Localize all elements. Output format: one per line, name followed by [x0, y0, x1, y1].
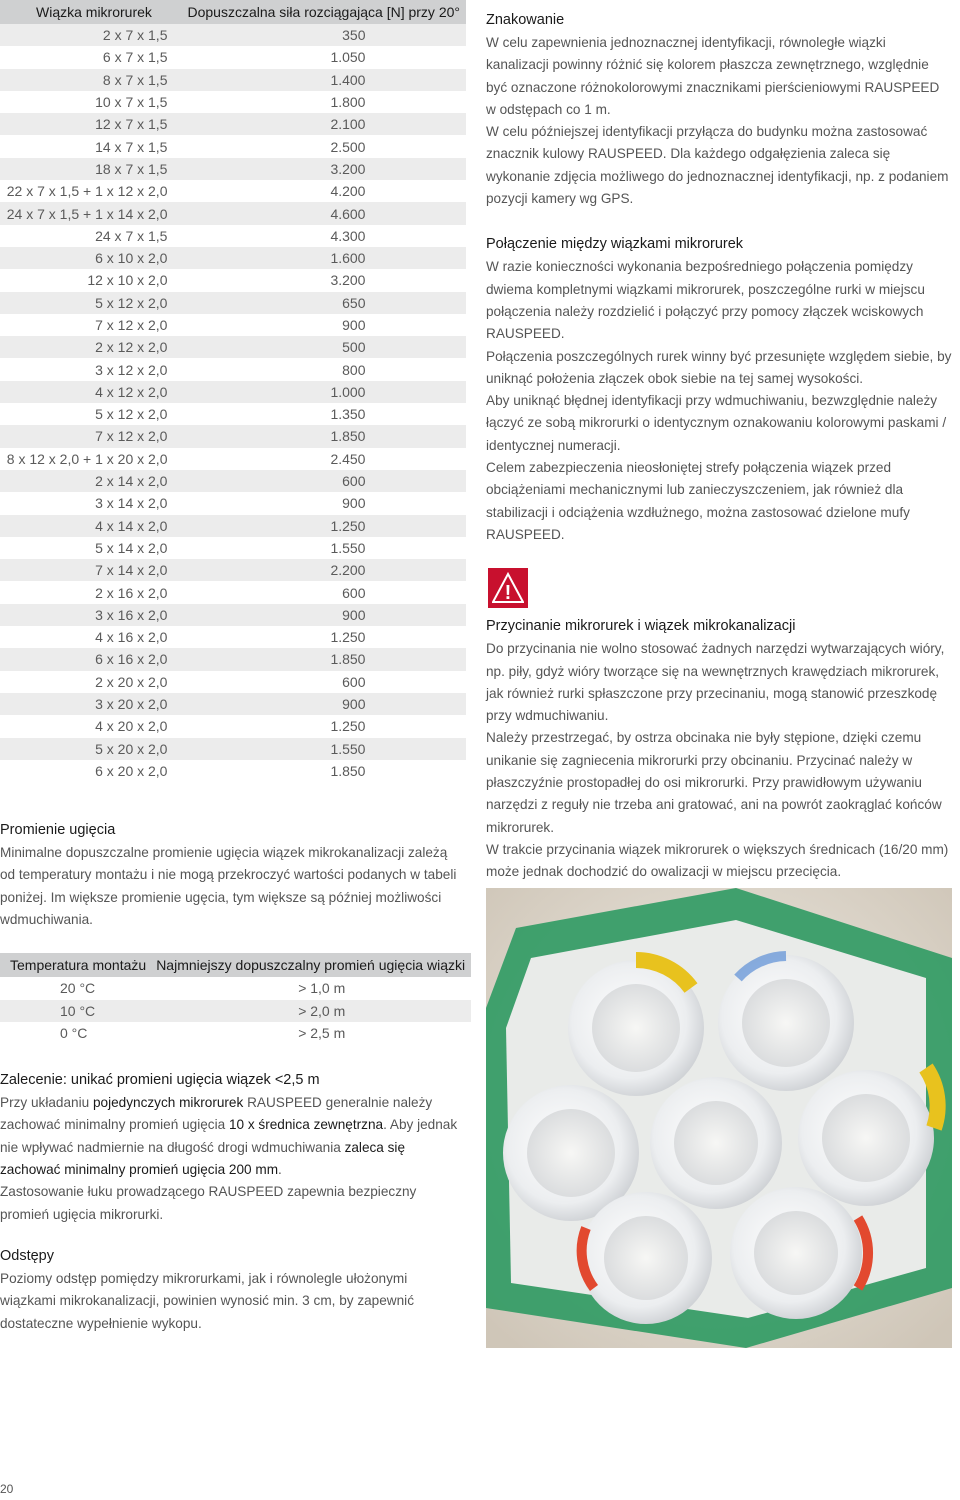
temperature-cell: 0 °C: [60, 1025, 88, 1042]
connection-text-3: Aby uniknąć błędnej identyfikacji przy wdmuchiwaniu, bezwzględnie należy łączyć ze sobą mikrorurki o identycznym oznakowaniu kolorowymi paskami / identycznej numeracji.: [486, 393, 947, 453]
table-header-row: [0, 0, 466, 24]
table-row: [0, 515, 466, 537]
recommendation-section: [0, 1072, 466, 1226]
tensile-force-cell: 900: [167, 693, 365, 715]
spacer-cell: [365, 135, 466, 157]
spacer-cell: [365, 269, 466, 291]
tensile-force-cell: 1.000: [167, 381, 365, 403]
bundle-spec-cell: 7 x 12 x 2,0: [95, 317, 168, 333]
bundle-spec-cell: 7 x 12 x 2,0: [0, 425, 167, 447]
table-row: [0, 425, 466, 447]
spacer-cell: [365, 158, 466, 180]
bundle-spec-cell: 5 x 12 x 2,0: [95, 406, 168, 423]
bundle-spec-cell: 3 x 14 x 2,0: [95, 495, 168, 512]
text-run: Przy układaniu: [0, 1095, 93, 1111]
tensile-force-cell: 600: [342, 584, 366, 601]
tensile-force-table: [0, 0, 466, 782]
table-row: [0, 403, 466, 425]
tensile-force-cell: 1.850: [330, 762, 366, 779]
spacer-cell: [365, 760, 466, 782]
marking-text-2: W celu późniejszej identyfikacji przyłącza do budynku można zastosować znacznik kulowy RAUSPEED. Dla każdego odgałęzienia zaleca się wykonanie zdjęcia możliwego do jednoznacznej identyfikacji, np. z podaniem pozycji kamery wg GPS.: [486, 124, 949, 207]
cutting-title: Przycinanie mikrorurek i wiązek mikrokanalizacji: [486, 618, 796, 635]
text-run-bold: pojedynczych mikrorurek: [92, 1095, 244, 1111]
bundle-spec-cell: 4 x 14 x 2,0: [0, 515, 167, 537]
temperature-cell: 20 °C: [60, 980, 96, 997]
spacer-cell: [365, 336, 466, 358]
bundle-spec-cell: 4 x 16 x 2,0: [95, 629, 168, 646]
tensile-force-cell: 1.250: [167, 515, 365, 537]
spacer-cell: [365, 470, 466, 492]
table-row: [0, 671, 466, 693]
tensile-force-cell: 1.250: [330, 629, 366, 646]
bundle-spec-cell: 4 x 12 x 2,0: [0, 381, 167, 403]
header-temperature: Temperatura montażu: [0, 953, 152, 977]
table-row: [0, 158, 466, 180]
bending-title: Promienie ugięcia: [0, 822, 116, 839]
tensile-force-cell: 1.850: [167, 648, 365, 670]
bundle-spec-cell: 2 x 14 x 2,0: [0, 470, 167, 492]
tensile-force-cell: 1.850: [167, 425, 365, 447]
spacer-cell: [365, 314, 466, 336]
connection-text-2: Połączenia poszczególnych rurek winny być przesunięte względem siebie, by uniknąć położenia złączek obok siebie na tej samej wysokości.: [486, 348, 952, 386]
bundle-spec-cell: 8 x 7 x 1,5: [0, 69, 167, 91]
cutting-text-3: W trakcie przycinania wiązek mikrorurek o większych średnicach (16/20 mm) może jednak dochodzić do owalizacji w miejscu przecięcia.: [486, 841, 949, 880]
bundle-spec-cell: 24 x 7 x 1,5 + 1 x 14 x 2,0: [0, 202, 167, 224]
recommendation-text: [0, 1092, 466, 1181]
table-row: [0, 559, 466, 581]
spacer-cell: [365, 46, 466, 68]
spacer-cell: [365, 671, 466, 693]
table-row: [0, 448, 466, 470]
spacer-cell: [365, 425, 466, 447]
text-run: .: [278, 1162, 282, 1178]
bundle-spec-cell: 18 x 7 x 1,5: [0, 158, 167, 180]
table-row: [0, 648, 466, 670]
table-row: [0, 626, 466, 648]
left-column: [0, 0, 466, 1335]
bundle-spec-cell: 12 x 7 x 1,5: [0, 113, 167, 135]
tensile-force-cell: 900: [167, 604, 365, 626]
tensile-force-cell: 4.600: [167, 202, 365, 224]
connection-section: [486, 236, 952, 546]
bundle-spec-cell: 2 x 16 x 2,0: [95, 584, 168, 601]
marking-title: Znakowanie: [486, 12, 565, 28]
spacer-cell: [365, 381, 466, 403]
table-row: [0, 225, 466, 247]
tensile-force-cell: 650: [167, 292, 365, 314]
header-radius: Najmniejszy dopuszczalny promień ugięcia wiązki: [152, 953, 471, 977]
bundle-spec-cell: 22 x 7 x 1,5 + 1 x 12 x 2,0: [6, 183, 168, 200]
spacer-cell: [365, 715, 466, 737]
right-column: [486, 0, 952, 917]
tensile-table-body: [0, 24, 466, 782]
tensile-force-cell: 1.550: [167, 738, 365, 760]
tensile-force-cell: 1.600: [167, 247, 365, 269]
table-row: [0, 358, 466, 380]
bundle-spec-cell: 2 x 12 x 2,0: [0, 336, 167, 358]
spacer-cell: [365, 537, 466, 559]
bending-text: Minimalne dopuszczalne promienie ugięcia wiązek mikrokanalizacji zależą od temperatury montażu i nie mogą przekroczyć wartości podanych w tabeli poniżej. Im większe promienie ugęcia, tym większe są później możliwości wdmuchiwania.: [0, 845, 457, 927]
bundle-spec-cell: 7 x 14 x 2,0: [0, 559, 167, 581]
table-row: [0, 24, 466, 46]
spacer-cell: [365, 581, 466, 603]
tensile-force-cell: 1.250: [330, 718, 366, 735]
table-row: [0, 46, 466, 68]
tensile-force-cell: 800: [342, 361, 366, 378]
tensile-force-cell: 2.200: [167, 559, 365, 581]
bundle-spec-cell: 6 x 16 x 2,0: [0, 648, 167, 670]
tensile-force-cell: 1.550: [330, 539, 366, 556]
spacer-cell: [365, 202, 466, 224]
tensile-force-cell: 500: [167, 336, 365, 358]
bundle-spec-cell: 6 x 10 x 2,0: [0, 247, 167, 269]
table-row: [0, 91, 466, 113]
bundle-spec-cell: 24 x 7 x 1,5: [95, 227, 168, 244]
spacer-cell: [365, 292, 466, 314]
spacing-title: Odstępy: [0, 1247, 54, 1264]
connection-text-4: Celem zabezpieczenia nieosłoniętej strefy połączenia wiązek przed obciążeniami mechanicznymi lub zanieczyszczeniem, jak również dla stabilizacji i odciążenia wzdłużnego, można zastosować dzielone mufy RAUSPEED.: [486, 460, 910, 542]
spacer-cell: [365, 180, 466, 202]
spacer-cell: [365, 448, 466, 470]
spacer-cell: [365, 113, 466, 135]
table-row: [0, 269, 466, 291]
table-row: [0, 760, 466, 782]
warning-box: [486, 568, 952, 608]
connection-text-1: W razie konieczności wykonania bezpośredniego połączenia pomiędzy dwiema kompletnymi wiązkami mikrorurek, poszczególne rurki w miejscu połączenia należy rozdzielić i połączyć przy pomocy złączek wciskowych RAUSPEED.: [486, 259, 925, 342]
table-row: [0, 693, 466, 715]
temperature-cell: 10 °C: [0, 1000, 152, 1022]
tensile-force-cell: 2.500: [330, 138, 366, 155]
table-row: [0, 314, 466, 336]
bundle-spec-cell: 2 x 20 x 2,0: [95, 673, 168, 690]
bundle-spec-cell: 6 x 7 x 1,5: [102, 49, 168, 66]
spacer-cell: [365, 358, 466, 380]
cutting-text-2: Należy przestrzegać, by ostrza obcinaka nie były stępione, dzięki czemu unikanie się zagniecenia mikrorurki przy obcinaniu. Przycinać należy w płaszczyźnie prostopadłej do osi mikrorurki. Przy prawidłowym używaniu narzędzi z reguły nie trzeba ani gratować, ani na powrót zaokrąglać końców mikrorurek.: [486, 730, 942, 835]
text-run: . Aby jednak nie wpływać nadmiernie na długość drogi wdmuchiwania: [0, 1117, 458, 1155]
spacer-cell: [365, 69, 466, 91]
spacing-section: [0, 1248, 466, 1335]
recommendation-title: Zalecenie: unikać promieni ugięcia wiązek <2,5 m: [0, 1072, 320, 1089]
spacer-cell: [365, 225, 466, 247]
table-header-row: [0, 953, 471, 977]
bundle-spec-cell: 6 x 20 x 2,0: [95, 762, 168, 779]
table-row: [0, 537, 466, 559]
tensile-force-cell: 600: [167, 470, 365, 492]
spacer-cell: [365, 648, 466, 670]
spacer-cell: [365, 515, 466, 537]
tensile-force-cell: 900: [342, 317, 366, 333]
table-row: [0, 1000, 471, 1022]
table-row: [0, 738, 466, 760]
tensile-force-cell: 1.050: [330, 49, 366, 66]
tensile-force-cell: 1.400: [167, 69, 365, 91]
table-row: [0, 470, 466, 492]
tensile-force-cell: 4.300: [330, 227, 366, 244]
tensile-force-cell: 4.200: [330, 183, 366, 200]
bundle-spec-cell: 3 x 12 x 2,0: [95, 361, 168, 378]
table-row: [0, 604, 466, 626]
cutting-text-1: Do przycinania nie wolno stosować żadnych narzędzi wytwarzających wióry, np. piły, gdyż wióry tworzące się na wewnętrznych krawędziach mikrorurek, jak również rurki spłaszczone przy przecinaniu, mogą stanowić przeszkodę przy wdmuchiwaniu.: [486, 641, 945, 724]
table-row: [0, 113, 466, 135]
radius-cell: > 2,0 m: [152, 1000, 471, 1022]
tensile-force-cell: 600: [342, 673, 366, 690]
bundle-spec-cell: 3 x 16 x 2,0: [0, 604, 167, 626]
spacer-cell: [365, 91, 466, 113]
bundle-spec-cell: 5 x 14 x 2,0: [95, 539, 168, 556]
marking-text-1: W celu zapewnienia jednoznacznej identyfikacji, równoległe wiązki kanalizacji powinny różnić się kolorem płaszcza zewnętrznego, względnie być oznaczone różnokolorowymi znacznikami pierścieniowymi RAUSPEED w odstępach co 1 m.: [486, 35, 940, 117]
table-row: [0, 202, 466, 224]
table-row: [0, 1022, 471, 1044]
spacer-cell: [365, 24, 466, 46]
cutting-section: [486, 618, 952, 917]
tensile-force-cell: 3.200: [330, 272, 366, 289]
recommendation-text-2: Zastosowanie łuku prowadzącego RAUSPEED zapewnia bezpieczny promień ugięcia mikrorurki.: [0, 1184, 417, 1222]
tensile-force-cell: 2.450: [330, 450, 366, 467]
radius-table-body: [0, 977, 471, 1044]
table-row: [0, 492, 466, 514]
text-run-bold: zaleca się zachować minimalny promień ugięcia 200 mm: [0, 1139, 406, 1178]
table-row: [0, 180, 466, 202]
radius-cell: > 1,0 m: [298, 980, 346, 997]
tensile-force-cell: 3.200: [167, 158, 365, 180]
bundle-spec-cell: 12 x 10 x 2,0: [87, 272, 168, 289]
tensile-force-cell: 350: [167, 24, 365, 46]
spacer-cell: [365, 693, 466, 715]
tensile-force-cell: 2.100: [167, 113, 365, 135]
radius-cell: > 2,5 m: [298, 1025, 346, 1042]
table-row: [0, 581, 466, 603]
table-row: [0, 292, 466, 314]
text-run: RAUSPEED generalnie należy zachować minimalny promień ugięcia: [0, 1095, 433, 1133]
tensile-force-cell: 1.800: [330, 94, 366, 111]
marking-section: [486, 12, 952, 210]
bundle-spec-cell: 5 x 20 x 2,0: [0, 738, 167, 760]
spacer-cell: [365, 604, 466, 626]
table-row: [0, 715, 466, 737]
table-row: [0, 247, 466, 269]
tensile-force-cell: 900: [342, 495, 366, 512]
bundle-spec-cell: 14 x 7 x 1,5: [95, 138, 168, 155]
text-run-bold: 10 x średnica zewnętrzna: [228, 1117, 384, 1133]
tensile-force-cell: 1.350: [330, 406, 366, 423]
bundle-spec-cell: 5 x 12 x 2,0: [0, 292, 167, 314]
bundle-spec-cell: 3 x 20 x 2,0: [0, 693, 167, 715]
page-number: 20: [0, 1482, 14, 1496]
spacer-cell: [365, 626, 466, 648]
bending-section: [0, 822, 466, 931]
spacing-text: Poziomy odstęp pomiędzy mikrorurkami, jak i równolegle ułożonymi wiązkami mikrokanalizacji, powinien wynosić min. 3 cm, by zapewnić dostateczne wypełnienie wykopu.: [0, 1270, 414, 1331]
bundle-spec-cell: 10 x 7 x 1,5: [95, 94, 168, 111]
bundle-spec-cell: 4 x 20 x 2,0: [95, 718, 168, 735]
spacer-cell: [365, 492, 466, 514]
spacer-cell: [365, 403, 466, 425]
spacer-cell: [365, 247, 466, 269]
header-bundle: Wiązka mikrorurek: [0, 0, 167, 24]
warning-icon: [488, 568, 528, 608]
microduct-bundle-photo: [486, 888, 952, 1348]
header-force: Dopuszczalna siła rozciągająca [N] przy 20°: [167, 0, 466, 24]
table-row: [0, 977, 471, 999]
bending-radius-table: [0, 953, 471, 1044]
table-row: [0, 336, 466, 358]
table-row: [0, 135, 466, 157]
connection-title: Połączenie między wiązkami mikrorurek: [486, 236, 744, 253]
spacer-cell: [365, 738, 466, 760]
table-row: [0, 381, 466, 403]
svg-text:!: !: [504, 582, 512, 605]
table-row: [0, 69, 466, 91]
spacer-cell: [365, 559, 466, 581]
bundle-spec-cell: 8 x 12 x 2,0 + 1 x 20 x 2,0: [6, 450, 168, 467]
bundle-spec-cell: 2 x 7 x 1,5: [0, 24, 167, 46]
